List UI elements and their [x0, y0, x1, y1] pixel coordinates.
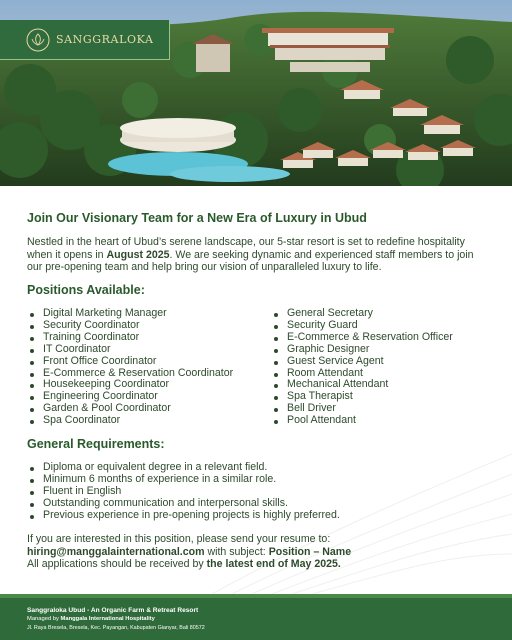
footer: [0, 594, 512, 640]
job-posting-body: [0, 186, 512, 594]
hiring-email: hiring@manggalainternational.com: [27, 545, 205, 558]
list-item: General Secretary: [271, 308, 453, 320]
brand-logo-box: [0, 20, 170, 60]
list-item: Graphic Designer: [271, 344, 453, 356]
list-item: Engineering Coordinator: [27, 391, 233, 403]
positions-heading: Positions Available:: [27, 283, 145, 297]
list-item: Previous experience in pre-opening projects is highly preferred.: [27, 510, 340, 522]
footer-manager-name: Manggala International Hospitality: [60, 616, 155, 622]
list-item: Training Coordinator: [27, 332, 233, 344]
requirements-heading: General Requirements:: [27, 437, 165, 451]
footer-managed-by: Managed by Manggala International Hospitality: [27, 616, 155, 622]
requirements-list: [27, 462, 340, 522]
hero-image: [0, 0, 512, 186]
list-item: IT Coordinator: [27, 344, 233, 356]
intro-paragraph: Nestled in the heart of Ubud’s serene landscape, our 5-star resort is set to redefine hospitality when it opens in August 2025. We are seeking dynamic and experienced staff members to join our pre-opening team and help bring our vision of unparalleled luxury to life.: [27, 236, 474, 273]
list-item: Pool Attendant: [271, 415, 453, 427]
list-item: Minimum 6 months of experience in a similar role.: [27, 474, 340, 486]
footer-resort-name: Sanggraloka Ubud - An Organic Farm & Retreat Resort: [27, 607, 199, 614]
list-item: Security Guard: [271, 320, 453, 332]
list-item: Spa Coordinator: [27, 415, 233, 427]
page-title: Join Our Visionary Team for a New Era of Luxury in Ubud: [27, 211, 367, 225]
brand-name: SANGGRALOKA: [56, 33, 154, 46]
list-item: Front Office Coordinator: [27, 356, 233, 368]
email-subject: Position – Name: [268, 545, 352, 558]
list-item: Spa Therapist: [271, 391, 453, 403]
application-deadline: the latest end of May 2025.: [206, 558, 341, 570]
opening-date: August 2025: [106, 248, 170, 261]
list-item: E-Commerce & Reservation Coordinator: [27, 368, 233, 380]
list-item: Security Coordinator: [27, 320, 233, 332]
list-item: Bell Driver: [271, 403, 453, 415]
list-item: Garden & Pool Coordinator: [27, 403, 233, 415]
application-instructions: If you are interested in this position, please send your resume to: hiring@manggalainternational.com with subject: Position – Name All applications should be received by the latest end of May 2025.: [27, 533, 497, 571]
positions-list-right: [271, 308, 453, 427]
positions-list-left: [27, 308, 233, 427]
list-item: Guest Service Agent: [271, 356, 453, 368]
list-item: Room Attendant: [271, 368, 453, 380]
list-item: Diploma or equivalent degree in a relevant field.: [27, 462, 340, 474]
list-item: Housekeeping Coordinator: [27, 379, 233, 391]
apply-intro: If you are interested in this position, please send your resume to:: [27, 533, 331, 545]
list-item: Digital Marketing Manager: [27, 308, 233, 320]
footer-address: Jl. Raya Bresela, Bresela, Kec. Payangan, Kabupaten Gianyar, Bali 80572: [27, 624, 205, 631]
list-item: Outstanding communication and interpersonal skills.: [27, 498, 340, 510]
list-item: Fluent in English: [27, 486, 340, 498]
lotus-logo-icon: [26, 28, 50, 52]
list-item: E-Commerce & Reservation Officer: [271, 332, 453, 344]
list-item: Mechanical Attendant: [271, 379, 453, 391]
